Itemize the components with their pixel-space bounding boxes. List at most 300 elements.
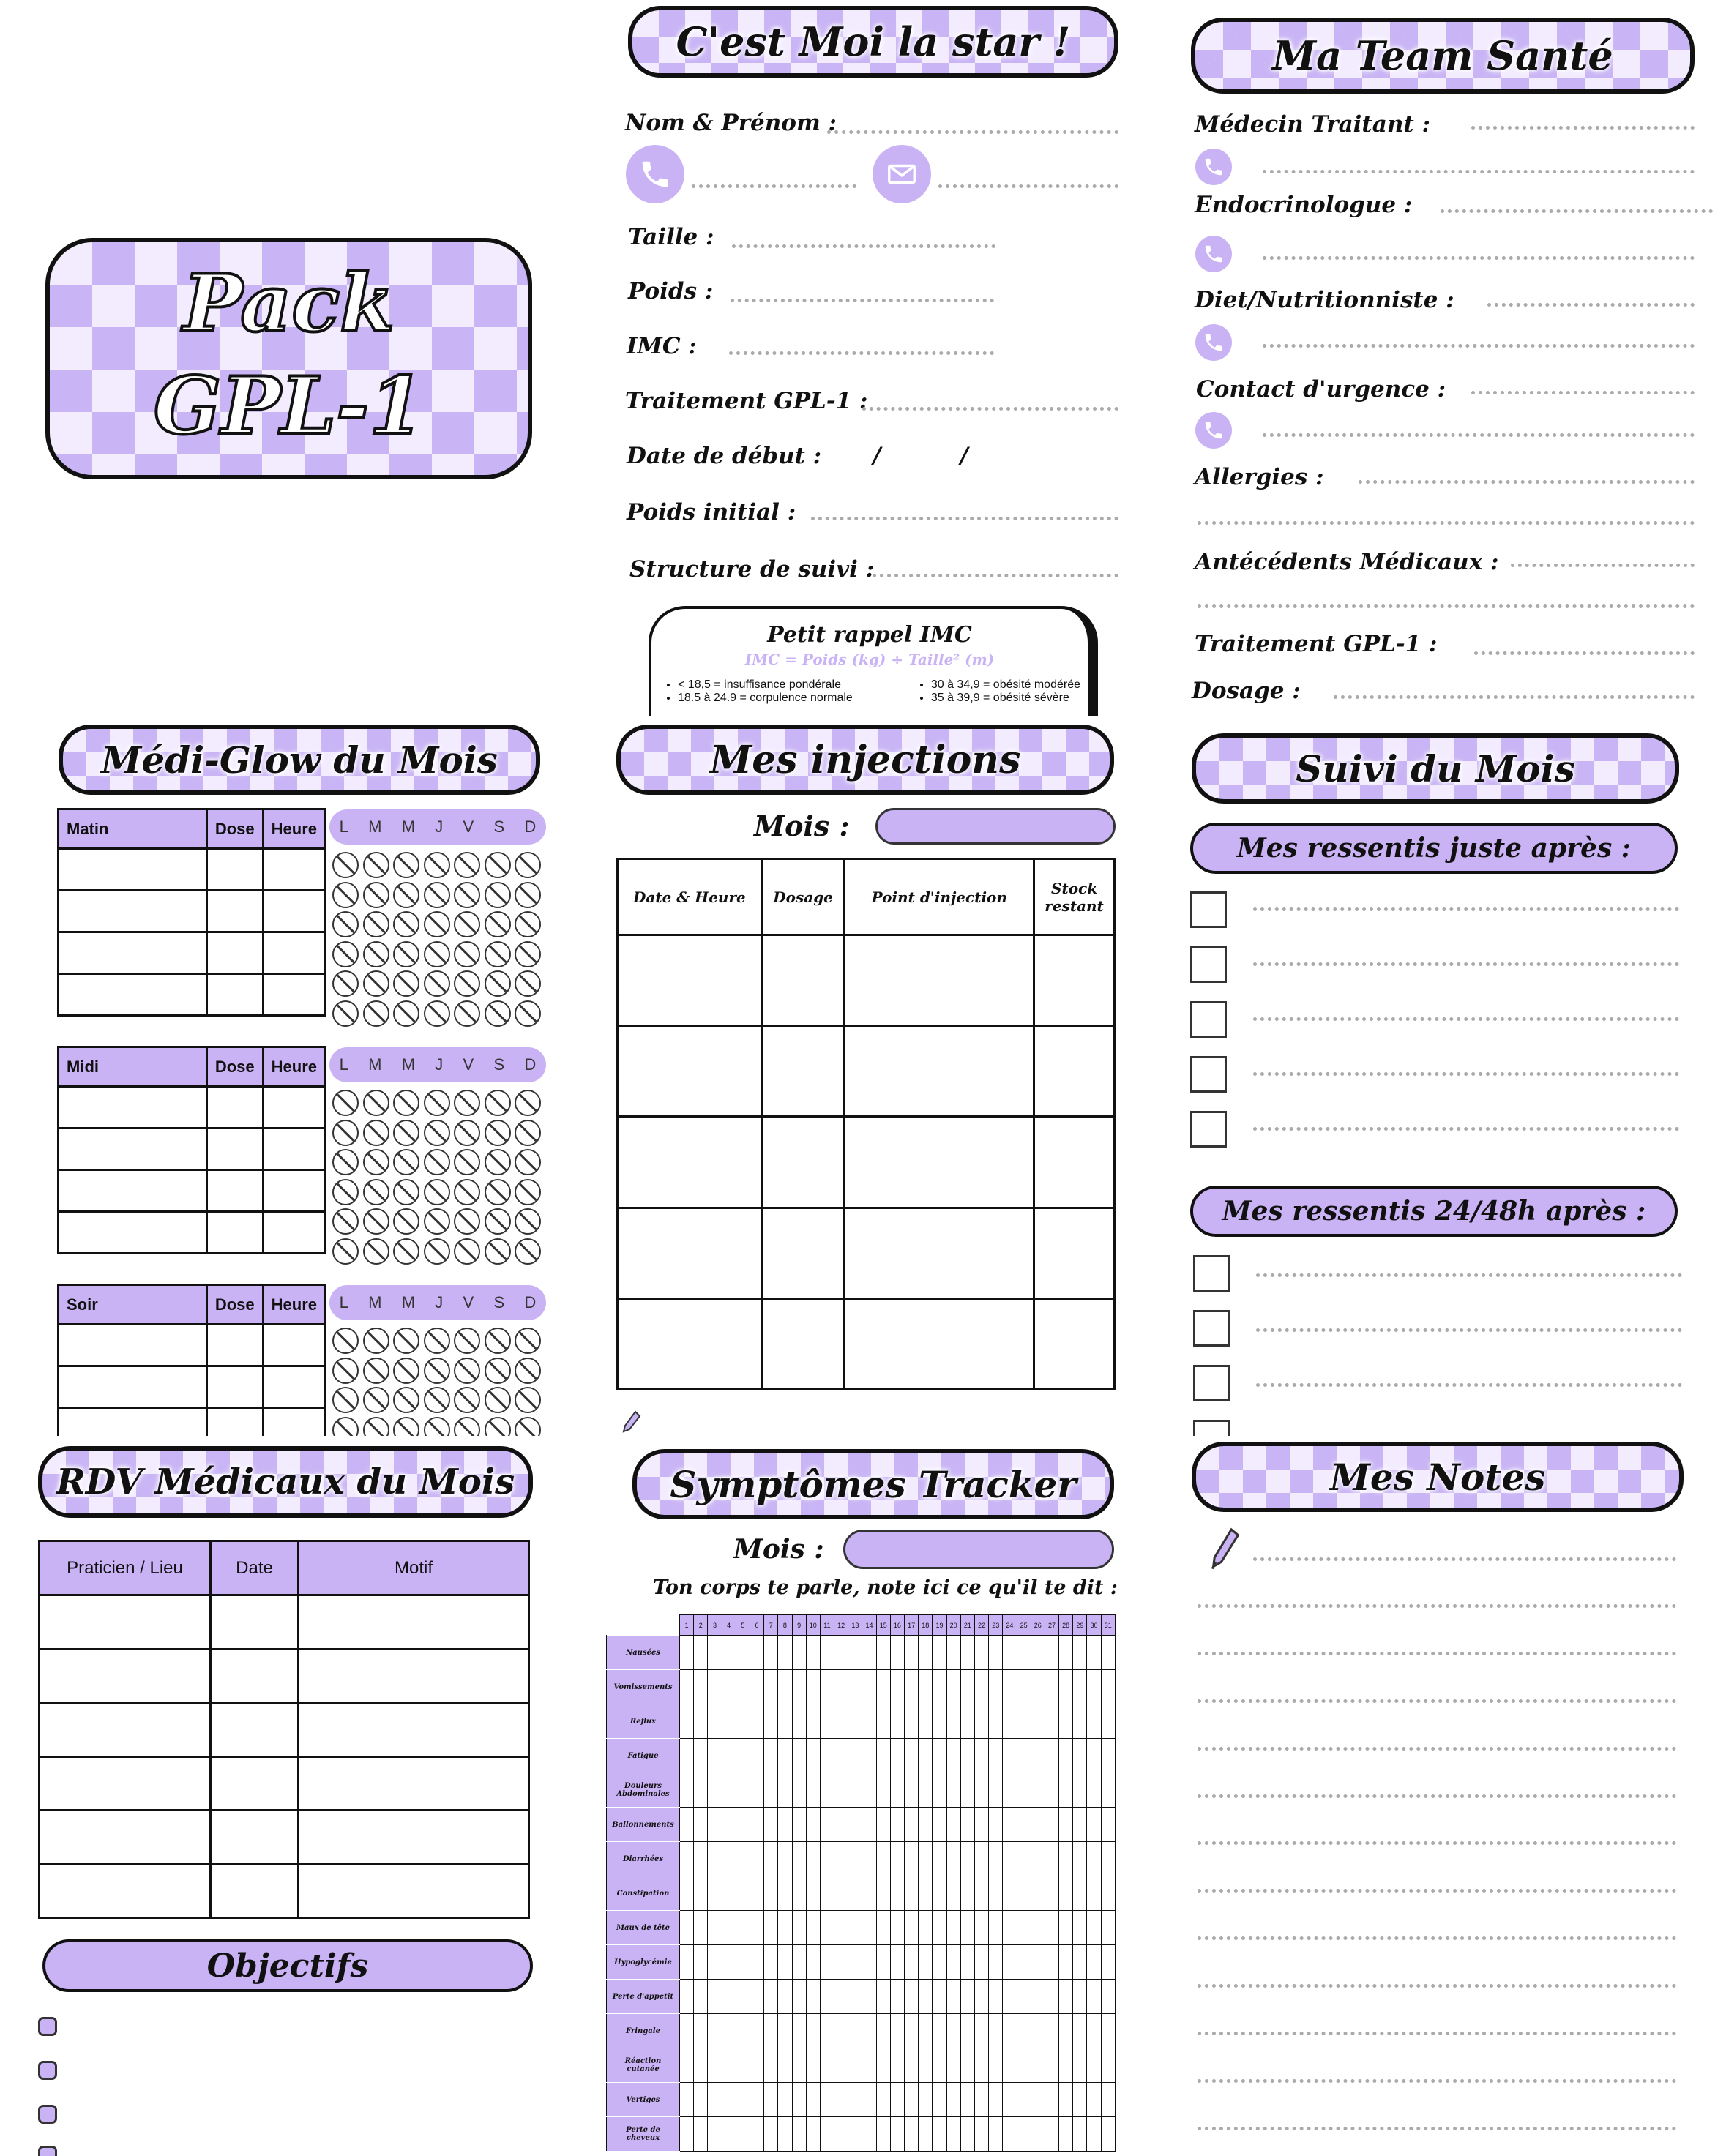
med-cell[interactable] <box>59 1325 207 1366</box>
note-line[interactable] <box>1198 1699 1676 1703</box>
symptom-cell[interactable] <box>1045 2117 1058 2152</box>
symptom-cell[interactable] <box>960 2048 974 2083</box>
antecedents-line[interactable] <box>1511 564 1695 567</box>
inj-cell[interactable] <box>618 1298 762 1389</box>
pill-circle[interactable] <box>332 1387 359 1413</box>
symptom-cell[interactable] <box>834 1876 848 1911</box>
med-cell[interactable] <box>59 891 207 932</box>
symptom-cell[interactable] <box>806 1636 820 1670</box>
symptom-cell[interactable] <box>974 2117 988 2152</box>
symptom-cell[interactable] <box>1003 2117 1017 2152</box>
inj-cell[interactable] <box>618 1208 762 1298</box>
symptom-cell[interactable] <box>890 1842 904 1876</box>
objectif-checkbox[interactable] <box>38 2105 57 2124</box>
pill-circle[interactable] <box>424 1328 450 1354</box>
symptom-cell[interactable] <box>946 1945 960 1980</box>
objectif-checkbox[interactable] <box>38 2017 57 2036</box>
medecin-line[interactable] <box>1471 126 1695 130</box>
pill-circle[interactable] <box>363 1000 389 1027</box>
pill-circle[interactable] <box>424 970 450 997</box>
symptomes-mois-input[interactable] <box>843 1530 1114 1569</box>
symptom-cell[interactable] <box>1059 1739 1073 1773</box>
symptom-cell[interactable] <box>862 1876 876 1911</box>
med-cell[interactable] <box>206 1170 263 1212</box>
rdv-cell[interactable] <box>40 1811 211 1865</box>
pill-circle[interactable] <box>515 1179 541 1205</box>
symptom-cell[interactable] <box>736 1876 750 1911</box>
symptom-cell[interactable] <box>1031 1670 1045 1704</box>
pill-circle[interactable] <box>424 1358 450 1384</box>
symptom-cell[interactable] <box>792 1670 806 1704</box>
symptom-cell[interactable] <box>1045 1704 1058 1739</box>
pill-circle[interactable] <box>393 882 419 908</box>
med-cell[interactable] <box>263 1212 325 1254</box>
symptom-cell[interactable] <box>694 1842 708 1876</box>
symptom-cell[interactable] <box>1059 1670 1073 1704</box>
objectif-checkbox[interactable] <box>38 2061 57 2080</box>
symptom-cell[interactable] <box>1045 1773 1058 1808</box>
symptom-cell[interactable] <box>778 1670 792 1704</box>
symptom-cell[interactable] <box>1059 2083 1073 2117</box>
inj-cell[interactable] <box>845 1208 1034 1298</box>
rdv-cell[interactable] <box>211 1595 299 1650</box>
med-cell[interactable] <box>59 974 207 1016</box>
med-cell[interactable] <box>206 849 263 891</box>
symptom-cell[interactable] <box>960 1876 974 1911</box>
inj-cell[interactable] <box>1034 1026 1115 1117</box>
symptom-cell[interactable] <box>919 1842 933 1876</box>
pill-circle[interactable] <box>454 1208 480 1235</box>
pill-circle[interactable] <box>515 1090 541 1116</box>
pill-circle[interactable] <box>332 1000 359 1027</box>
taille-line[interactable] <box>732 244 995 248</box>
pill-circle[interactable] <box>393 852 419 878</box>
symptom-cell[interactable] <box>1087 2014 1101 2048</box>
symptom-cell[interactable] <box>1017 1842 1031 1876</box>
med-cell[interactable] <box>206 974 263 1016</box>
symptom-cell[interactable] <box>694 2117 708 2152</box>
symptom-cell[interactable] <box>1087 1808 1101 1842</box>
med-cell[interactable] <box>59 932 207 974</box>
symptom-cell[interactable] <box>989 1945 1003 1980</box>
note-line[interactable] <box>1198 2032 1676 2035</box>
symptom-cell[interactable] <box>736 2014 750 2048</box>
symptom-cell[interactable] <box>960 2117 974 2152</box>
symptom-cell[interactable] <box>708 2117 722 2152</box>
symptom-cell[interactable] <box>1073 1980 1087 2014</box>
symptom-cell[interactable] <box>736 1911 750 1945</box>
symptom-cell[interactable] <box>960 1636 974 1670</box>
pill-circle[interactable] <box>393 1120 419 1146</box>
symptom-cell[interactable] <box>1045 2014 1058 2048</box>
symptom-cell[interactable] <box>1087 1945 1101 1980</box>
pill-circle[interactable] <box>393 1358 419 1384</box>
symptom-cell[interactable] <box>792 1636 806 1670</box>
pill-circle[interactable] <box>424 1179 450 1205</box>
symptom-cell[interactable] <box>1087 1773 1101 1808</box>
symptom-cell[interactable] <box>820 2083 834 2117</box>
symptom-cell[interactable] <box>1101 1670 1115 1704</box>
pill-circle[interactable] <box>332 970 359 997</box>
symptom-cell[interactable] <box>905 1876 919 1911</box>
symptom-cell[interactable] <box>1017 1739 1031 1773</box>
med-cell[interactable] <box>59 1170 207 1212</box>
symptom-cell[interactable] <box>946 1842 960 1876</box>
symptom-cell[interactable] <box>946 1739 960 1773</box>
symptom-cell[interactable] <box>1003 1704 1017 1739</box>
inj-cell[interactable] <box>845 1026 1034 1117</box>
symptom-cell[interactable] <box>1101 1636 1115 1670</box>
symptom-cell[interactable] <box>876 1911 890 1945</box>
symptom-cell[interactable] <box>1031 1980 1045 2014</box>
pill-circle[interactable] <box>363 911 389 937</box>
ressenti-line[interactable] <box>1256 1383 1682 1387</box>
rdv-cell[interactable] <box>211 1864 299 1918</box>
pill-circle[interactable] <box>363 1328 389 1354</box>
symptom-cell[interactable] <box>750 2048 763 2083</box>
symptom-cell[interactable] <box>1059 1980 1073 2014</box>
pill-circle[interactable] <box>332 1179 359 1205</box>
symptom-cell[interactable] <box>1059 2014 1073 2048</box>
symptom-cell[interactable] <box>764 1911 778 1945</box>
pill-circle[interactable] <box>485 852 511 878</box>
symptom-cell[interactable] <box>1073 2083 1087 2117</box>
symptom-cell[interactable] <box>974 2083 988 2117</box>
rdv-cell[interactable] <box>211 1703 299 1757</box>
note-line[interactable] <box>1198 1604 1676 1608</box>
med-cell[interactable] <box>206 891 263 932</box>
ressenti-checkbox[interactable] <box>1190 1001 1227 1038</box>
symptom-cell[interactable] <box>933 2117 946 2152</box>
symptom-cell[interactable] <box>806 1911 820 1945</box>
symptom-cell[interactable] <box>1031 1945 1045 1980</box>
pill-circle[interactable] <box>363 882 389 908</box>
inj-cell[interactable] <box>618 1117 762 1208</box>
symptom-cell[interactable] <box>834 1704 848 1739</box>
pill-circle[interactable] <box>454 1417 480 1437</box>
symptom-cell[interactable] <box>1087 1739 1101 1773</box>
symptom-cell[interactable] <box>722 1636 736 1670</box>
pill-circle[interactable] <box>393 1179 419 1205</box>
med-cell[interactable] <box>59 1366 207 1408</box>
symptom-cell[interactable] <box>1017 1945 1031 1980</box>
symptom-cell[interactable] <box>820 1980 834 2014</box>
pill-circle[interactable] <box>424 1090 450 1116</box>
symptom-cell[interactable] <box>736 2117 750 2152</box>
symptom-cell[interactable] <box>862 1670 876 1704</box>
symptom-cell[interactable] <box>933 1773 946 1808</box>
symptom-cell[interactable] <box>890 2014 904 2048</box>
symptom-cell[interactable] <box>960 2083 974 2117</box>
symptom-cell[interactable] <box>905 1980 919 2014</box>
inj-cell[interactable] <box>618 935 762 1026</box>
symptom-cell[interactable] <box>919 1911 933 1945</box>
symptom-cell[interactable] <box>960 2014 974 2048</box>
symptom-cell[interactable] <box>946 1876 960 1911</box>
symptom-cell[interactable] <box>1087 1636 1101 1670</box>
pill-circle[interactable] <box>332 1358 359 1384</box>
pill-circle[interactable] <box>515 941 541 967</box>
pill-circle[interactable] <box>332 1149 359 1175</box>
symptom-cell[interactable] <box>933 2083 946 2117</box>
inj-cell[interactable] <box>1034 1298 1115 1389</box>
symptom-cell[interactable] <box>862 2083 876 2117</box>
symptom-cell[interactable] <box>862 1773 876 1808</box>
symptom-cell[interactable] <box>1045 1945 1058 1980</box>
symptom-cell[interactable] <box>876 1704 890 1739</box>
inj-cell[interactable] <box>761 1298 845 1389</box>
symptom-cell[interactable] <box>946 2048 960 2083</box>
symptom-cell[interactable] <box>708 1911 722 1945</box>
symptom-cell[interactable] <box>764 1842 778 1876</box>
pill-circle[interactable] <box>424 1000 450 1027</box>
pill-circle[interactable] <box>363 1417 389 1437</box>
symptom-cell[interactable] <box>919 2083 933 2117</box>
symptom-cell[interactable] <box>778 1704 792 1739</box>
symptom-cell[interactable] <box>834 1739 848 1773</box>
symptom-cell[interactable] <box>1031 2117 1045 2152</box>
dosage-line[interactable] <box>1334 695 1695 699</box>
diet-phone-line[interactable] <box>1263 344 1695 348</box>
pill-circle[interactable] <box>485 1387 511 1413</box>
symptom-cell[interactable] <box>722 2014 736 2048</box>
rdv-cell[interactable] <box>40 1595 211 1650</box>
symptom-cell[interactable] <box>933 1945 946 1980</box>
symptom-cell[interactable] <box>1017 1980 1031 2014</box>
symptom-cell[interactable] <box>1087 1670 1101 1704</box>
symptom-cell[interactable] <box>1059 2048 1073 2083</box>
pill-circle[interactable] <box>424 852 450 878</box>
pill-circle[interactable] <box>515 1358 541 1384</box>
endo-line[interactable] <box>1441 209 1713 213</box>
pill-circle[interactable] <box>485 1238 511 1265</box>
symptom-cell[interactable] <box>848 1739 862 1773</box>
mail-line[interactable] <box>938 184 1118 188</box>
pill-circle[interactable] <box>424 941 450 967</box>
rdv-cell[interactable] <box>299 1864 529 1918</box>
symptom-cell[interactable] <box>820 1739 834 1773</box>
pill-circle[interactable] <box>424 1417 450 1437</box>
symptom-cell[interactable] <box>1087 2117 1101 2152</box>
urgence-phone-line[interactable] <box>1263 433 1695 437</box>
symptom-cell[interactable] <box>778 1739 792 1773</box>
symptom-cell[interactable] <box>1087 1980 1101 2014</box>
symptom-cell[interactable] <box>862 2014 876 2048</box>
symptom-cell[interactable] <box>989 1876 1003 1911</box>
symptom-cell[interactable] <box>862 1911 876 1945</box>
symptom-cell[interactable] <box>933 1636 946 1670</box>
symptom-cell[interactable] <box>708 1876 722 1911</box>
symptom-cell[interactable] <box>834 1636 848 1670</box>
symptom-cell[interactable] <box>933 2014 946 2048</box>
symptom-cell[interactable] <box>1073 1636 1087 1670</box>
ressenti-line[interactable] <box>1253 907 1679 911</box>
symptom-cell[interactable] <box>1101 1876 1115 1911</box>
symptom-cell[interactable] <box>792 2083 806 2117</box>
pill-circle[interactable] <box>393 1417 419 1437</box>
med-cell[interactable] <box>206 1087 263 1128</box>
symptom-cell[interactable] <box>946 1636 960 1670</box>
symptom-cell[interactable] <box>876 2048 890 2083</box>
symptom-cell[interactable] <box>722 1980 736 2014</box>
symptom-cell[interactable] <box>806 1876 820 1911</box>
med-cell[interactable] <box>206 932 263 974</box>
pill-circle[interactable] <box>454 852 480 878</box>
symptom-cell[interactable] <box>946 1980 960 2014</box>
symptom-cell[interactable] <box>862 1808 876 1842</box>
symptom-cell[interactable] <box>820 1945 834 1980</box>
symptom-cell[interactable] <box>862 1980 876 2014</box>
pill-circle[interactable] <box>424 1238 450 1265</box>
pill-circle[interactable] <box>515 1387 541 1413</box>
symptom-cell[interactable] <box>960 1739 974 1773</box>
med-cell[interactable] <box>263 891 325 932</box>
symptom-cell[interactable] <box>876 2083 890 2117</box>
symptom-cell[interactable] <box>905 1773 919 1808</box>
pill-grid[interactable] <box>332 1328 548 1436</box>
symptom-cell[interactable] <box>1101 1704 1115 1739</box>
symptom-cell[interactable] <box>848 1945 862 1980</box>
symptom-cell[interactable] <box>946 2117 960 2152</box>
symptom-cell[interactable] <box>806 2083 820 2117</box>
symptom-cell[interactable] <box>1073 1945 1087 1980</box>
symptom-cell[interactable] <box>946 1704 960 1739</box>
symptom-cell[interactable] <box>919 1808 933 1842</box>
symptom-cell[interactable] <box>974 1670 988 1704</box>
symptom-cell[interactable] <box>1045 1876 1058 1911</box>
symptom-cell[interactable] <box>820 1636 834 1670</box>
inj-cell[interactable] <box>761 1208 845 1298</box>
symptom-cell[interactable] <box>890 1670 904 1704</box>
symptom-cell[interactable] <box>974 1876 988 1911</box>
symptom-cell[interactable] <box>919 2117 933 2152</box>
symptom-cell[interactable] <box>905 2048 919 2083</box>
symptom-cell[interactable] <box>1073 1876 1087 1911</box>
symptom-cell[interactable] <box>764 1704 778 1739</box>
antecedents-line-2[interactable] <box>1198 604 1695 608</box>
symptom-cell[interactable] <box>1031 2083 1045 2117</box>
symptom-cell[interactable] <box>806 2014 820 2048</box>
symptom-cell[interactable] <box>848 2048 862 2083</box>
symptom-cell[interactable] <box>764 2048 778 2083</box>
pill-circle[interactable] <box>332 941 359 967</box>
pill-circle[interactable] <box>454 1179 480 1205</box>
symptom-cell[interactable] <box>890 1636 904 1670</box>
pill-circle[interactable] <box>454 1000 480 1027</box>
med-cell[interactable] <box>263 932 325 974</box>
symptom-cell[interactable] <box>750 1773 763 1808</box>
symptom-cell[interactable] <box>876 2014 890 2048</box>
symptom-cell[interactable] <box>989 2083 1003 2117</box>
symptom-cell[interactable] <box>806 1670 820 1704</box>
symptom-cell[interactable] <box>722 1876 736 1911</box>
ressenti-checkbox[interactable] <box>1190 1056 1227 1093</box>
med-cell[interactable] <box>59 849 207 891</box>
ressenti-checkbox[interactable] <box>1190 1111 1227 1148</box>
symptom-cell[interactable] <box>1031 1704 1045 1739</box>
symptom-cell[interactable] <box>1045 1739 1058 1773</box>
pill-circle[interactable] <box>454 1120 480 1146</box>
symptom-cell[interactable] <box>1087 1876 1101 1911</box>
rdv-cell[interactable] <box>299 1811 529 1865</box>
symptom-cell[interactable] <box>1031 1911 1045 1945</box>
inj-cell[interactable] <box>618 1026 762 1117</box>
pill-circle[interactable] <box>515 852 541 878</box>
symptom-cell[interactable] <box>680 2117 694 2152</box>
allergies-line-2[interactable] <box>1198 521 1695 525</box>
pill-circle[interactable] <box>332 911 359 937</box>
pill-circle[interactable] <box>363 1208 389 1235</box>
symptom-cell[interactable] <box>848 1911 862 1945</box>
symptom-cell[interactable] <box>750 1980 763 2014</box>
symptom-cell[interactable] <box>1045 2048 1058 2083</box>
symptom-cell[interactable] <box>1017 1704 1031 1739</box>
symptom-cell[interactable] <box>694 1739 708 1773</box>
symptom-cell[interactable] <box>750 1670 763 1704</box>
symptom-cell[interactable] <box>890 1739 904 1773</box>
symptom-cell[interactable] <box>820 1704 834 1739</box>
symptom-cell[interactable] <box>890 2048 904 2083</box>
symptom-cell[interactable] <box>1017 1911 1031 1945</box>
symptom-cell[interactable] <box>778 1980 792 2014</box>
symptom-cell[interactable] <box>1073 2048 1087 2083</box>
pill-circle[interactable] <box>454 1090 480 1116</box>
med-cell[interactable] <box>263 974 325 1016</box>
symptom-cell[interactable] <box>778 1808 792 1842</box>
pill-circle[interactable] <box>485 1000 511 1027</box>
symptom-cell[interactable] <box>834 2117 848 2152</box>
symptom-cell[interactable] <box>750 2014 763 2048</box>
symptom-cell[interactable] <box>919 2048 933 2083</box>
note-line[interactable] <box>1253 1557 1676 1561</box>
note-line[interactable] <box>1198 1841 1676 1845</box>
note-line[interactable] <box>1198 1794 1676 1798</box>
symptom-cell[interactable] <box>680 2014 694 2048</box>
pill-circle[interactable] <box>515 882 541 908</box>
inj-cell[interactable] <box>761 1117 845 1208</box>
pill-circle[interactable] <box>515 1208 541 1235</box>
symptom-cell[interactable] <box>792 2014 806 2048</box>
symptom-cell[interactable] <box>722 2117 736 2152</box>
symptom-cell[interactable] <box>778 2048 792 2083</box>
symptom-cell[interactable] <box>989 1636 1003 1670</box>
symptom-cell[interactable] <box>946 2014 960 2048</box>
symptom-cell[interactable] <box>1101 1945 1115 1980</box>
symptom-cell[interactable] <box>708 1704 722 1739</box>
symptom-cell[interactable] <box>806 2117 820 2152</box>
symptom-cell[interactable] <box>974 1636 988 1670</box>
symptom-cell[interactable] <box>989 1739 1003 1773</box>
symptom-cell[interactable] <box>834 1980 848 2014</box>
pill-circle[interactable] <box>515 1000 541 1027</box>
symptom-cell[interactable] <box>876 1842 890 1876</box>
med-cell[interactable] <box>59 1128 207 1170</box>
pill-circle[interactable] <box>485 1208 511 1235</box>
symptom-cell[interactable] <box>722 1670 736 1704</box>
symptom-cell[interactable] <box>1101 2048 1115 2083</box>
symptom-cell[interactable] <box>792 1842 806 1876</box>
symptom-cell[interactable] <box>764 2117 778 2152</box>
symptom-cell[interactable] <box>890 1911 904 1945</box>
pill-circle[interactable] <box>393 1149 419 1175</box>
pill-circle[interactable] <box>485 970 511 997</box>
symptom-cell[interactable] <box>736 1808 750 1842</box>
symptom-cell[interactable] <box>960 1842 974 1876</box>
symptom-cell[interactable] <box>778 1945 792 1980</box>
ressenti-line[interactable] <box>1253 1127 1679 1131</box>
symptom-cell[interactable] <box>960 1670 974 1704</box>
symptom-cell[interactable] <box>722 1842 736 1876</box>
